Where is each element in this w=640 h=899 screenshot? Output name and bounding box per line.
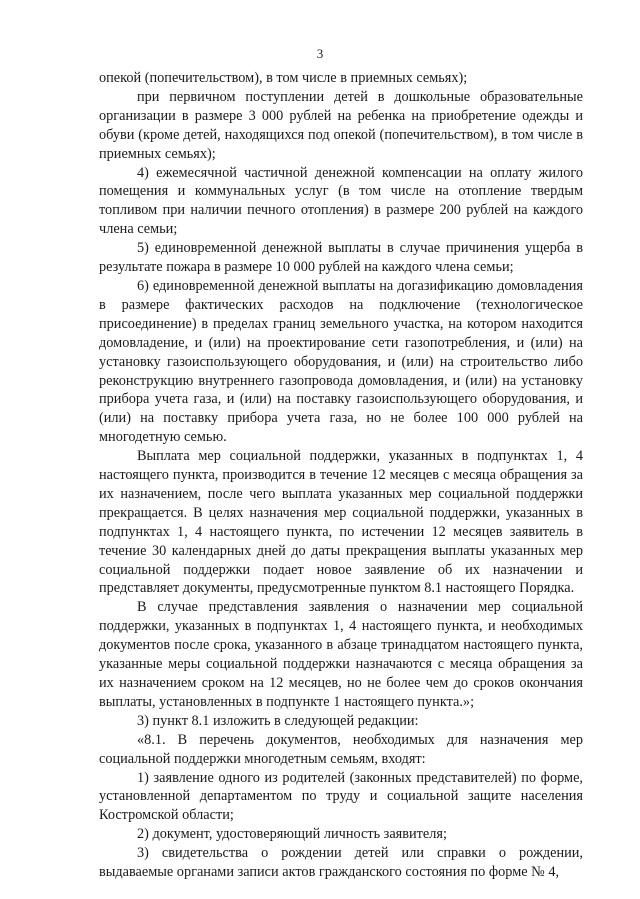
paragraph: 4) ежемесячной частичной денежной компенсации на оплату жилого помещения и коммунальных услуг (в том числе на отопление твердым топливом при наличии печного отопления) в размере 200 рублей на каждого члена семьи; xyxy=(99,164,583,238)
document-body xyxy=(99,69,583,882)
paragraph: 3) свидетельства о рождении детей или справки о рождении, выдаваемые органами записи актов гражданского состояния по форме № 4, xyxy=(99,845,583,881)
paragraph: 1) заявление одного из родителей (законных представителей) по форме, установленной департаментом по труду и социальной защите населения Костромской области; xyxy=(99,769,583,824)
paragraph: «8.1. В перечень документов, необходимых для назначения мер социальной поддержки многодетным семьям, входят: xyxy=(99,731,583,767)
paragraph: 3) пункт 8.1 изложить в следующей редакции: xyxy=(137,712,419,729)
paragraph: 5) единовременной денежной выплаты в случае причинения ущерба в результате пожара в размере 10 000 рублей на каждого члена семьи; xyxy=(99,240,583,276)
paragraph: В случае представления заявления о назначении мер социальной поддержки, указанных в подпунктах 1, 4 настоящего пункта, и необходимых документов после срока, указанного в абзаце тринадцатом настоящего пункта, указанные меры социальной поддержки назначаются с месяца обращения за их назначением сроком на 12 месяцев, но не более чем до сроков окончания выплаты, установленных в подпункте 1 настоящего пункта.»; xyxy=(99,599,583,710)
paragraph: опекой (попечительством), в том числе в приемных семьях); xyxy=(99,70,468,86)
paragraph: 6) единовременной денежной выплаты на догазификацию домовладения в размере фактических расходов на подключение (технологическое присоединение) в пределах границ земельного участка, на котором находится домовладение, и (или) на проектирование сети газопотребления, и (или) на установку газоиспользующего оборудования, и (или) на строительство либо реконструкцию внутреннего газопровода домовладения, и (или) на установку прибора учета газа, и (или) на поставку газоиспользующего оборудования, и (или) на поставку прибора учета газа, но не более 100 000 рублей на многодетную семью. xyxy=(99,277,583,446)
paragraph: Выплата мер социальной поддержки, указанных в подпунктах 1, 4 настоящего пункта, производится в течение 12 месяцев с месяца обращения за их назначением, после чего выплата указанных мер социальной поддержки прекращается. В целях назначения мер социальной поддержки, указанных в подпунктах 1, 4 настоящего пункта, по истечении 12 месяцев заявитель в течение 30 календарных дней до даты прекращения выплаты указанных мер социальной поддержки подает новое заявление об их назначении и представляет документы, предусмотренные пунктом 8.1 настоящего Порядка. xyxy=(99,448,583,597)
paragraph: при первичном поступлении детей в дошкольные образовательные организации в размере 3 000 рублей на ребенка на приобретение одежды и обуви (кроме детей, находящихся под опекой (попечительством), в том числе в приемных семьях); xyxy=(99,88,583,162)
paragraph: 2) документ, удостоверяющий личность заявителя; xyxy=(137,826,447,843)
page-number: 3 xyxy=(316,46,324,61)
